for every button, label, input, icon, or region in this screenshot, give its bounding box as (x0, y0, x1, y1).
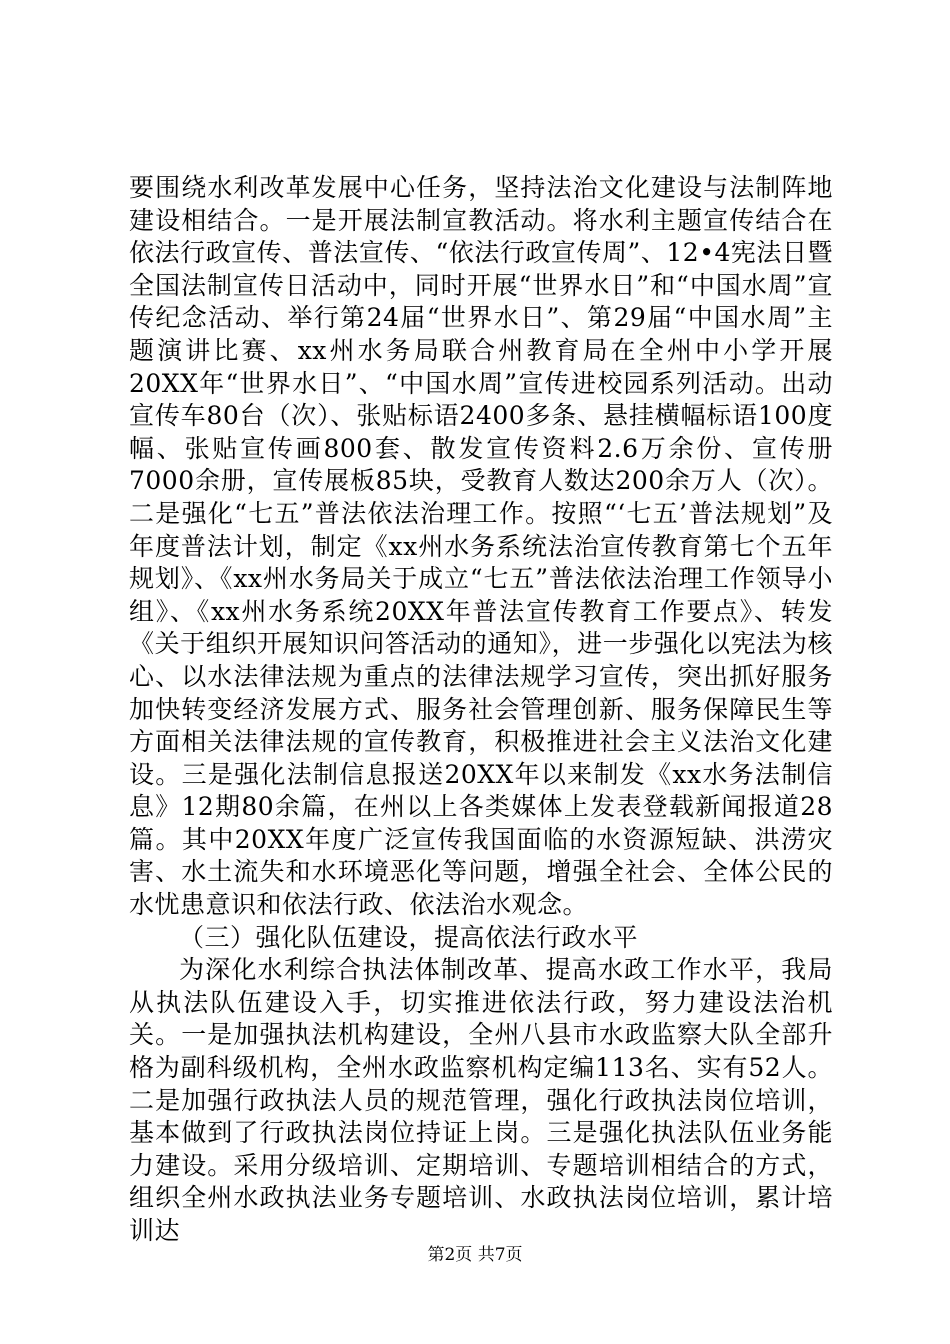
section-heading-team-building: （三）强化队伍建设，提高依法行政水平 (179, 922, 639, 952)
page-footer: 第2页 共7页 (427, 1245, 523, 1265)
paragraph-water-law-publicity: 要围绕水利改革发展中心任务，坚持法治文化建设与法制阵地建设相结合。一是开展法制宣教活动。将水利主题宣传结合在依法行政宣传、普法宣传、“依法行政宣传周”、12•4宪法日暨全国法制宣传日活动中，同时开展“世界水日”和“中国水周”宣传纪念活动、举行第24届“世界水日”、第29届“中国水周”主题演讲比赛、xx州水务局联合州教育局在全州中小学开展20XX年“世界水日”、“中国水周”宣传进校园系列活动。出动宣传车80台（次）、张贴标语2400多条、悬挂横幅标语100度幅、张贴宣传画800套、散发宣传资料2.6万余份、宣传册7000余册，宣传展板85块，受教育人数达200余万人（次）。二是强化“七五”普法依法治理工作。按照“‘七五’普法规划”及年度普法计划，制定《xx州水务系统法治宣传教育第七个五年规划》、《xx州水务局关于成立“七五”普法依法治理工作领导小组》、《xx州水务系统20XX年普法宣传教育工作要点》、转发《关于组织开展知识问答活动的通知》，进一步强化以宪法为核心、以水法律法规为重点的法律法规学习宣传，突出抓好服务加快转变经济发展方式、服务社会管理创新、服务保障民生等方面相关法律法规的宣传教育，积极推进社会主义法治文化建设。三是强化法制信息报送20XX年以来制发《xx水务法制信息》12期80余篇，在州以上各类媒体上发表登载新闻报道28篇。其中20XX年度广泛宣传我国面临的水资源短缺、洪涝灾害、水土流失和水环境恶化等问题，增强全社会、全体公民的水忧患意识和依法行政、依法治水观念。 (129, 173, 833, 920)
document-body (129, 172, 833, 1248)
paragraph-team-building: 为深化水利综合执法体制改革、提高水政工作水平，我局从执法队伍建设入手，切实推进依法行政，努力建设法治机关。一是加强执法机构建设，全州八县市水政监察大队全部升格为副科级机构，全州水政监察机构定编113名、实有52人。二是加强行政执法人员的规范管理，强化行政执法岗位培训，基本做到了行政执法岗位持证上岗。三是强化执法队伍业务能力建设。采用分级培训、定期培训、专题培训相结合的方式，组织全州水政执法业务专题培训、水政执法岗位培训，累计培训达 (129, 955, 833, 1245)
